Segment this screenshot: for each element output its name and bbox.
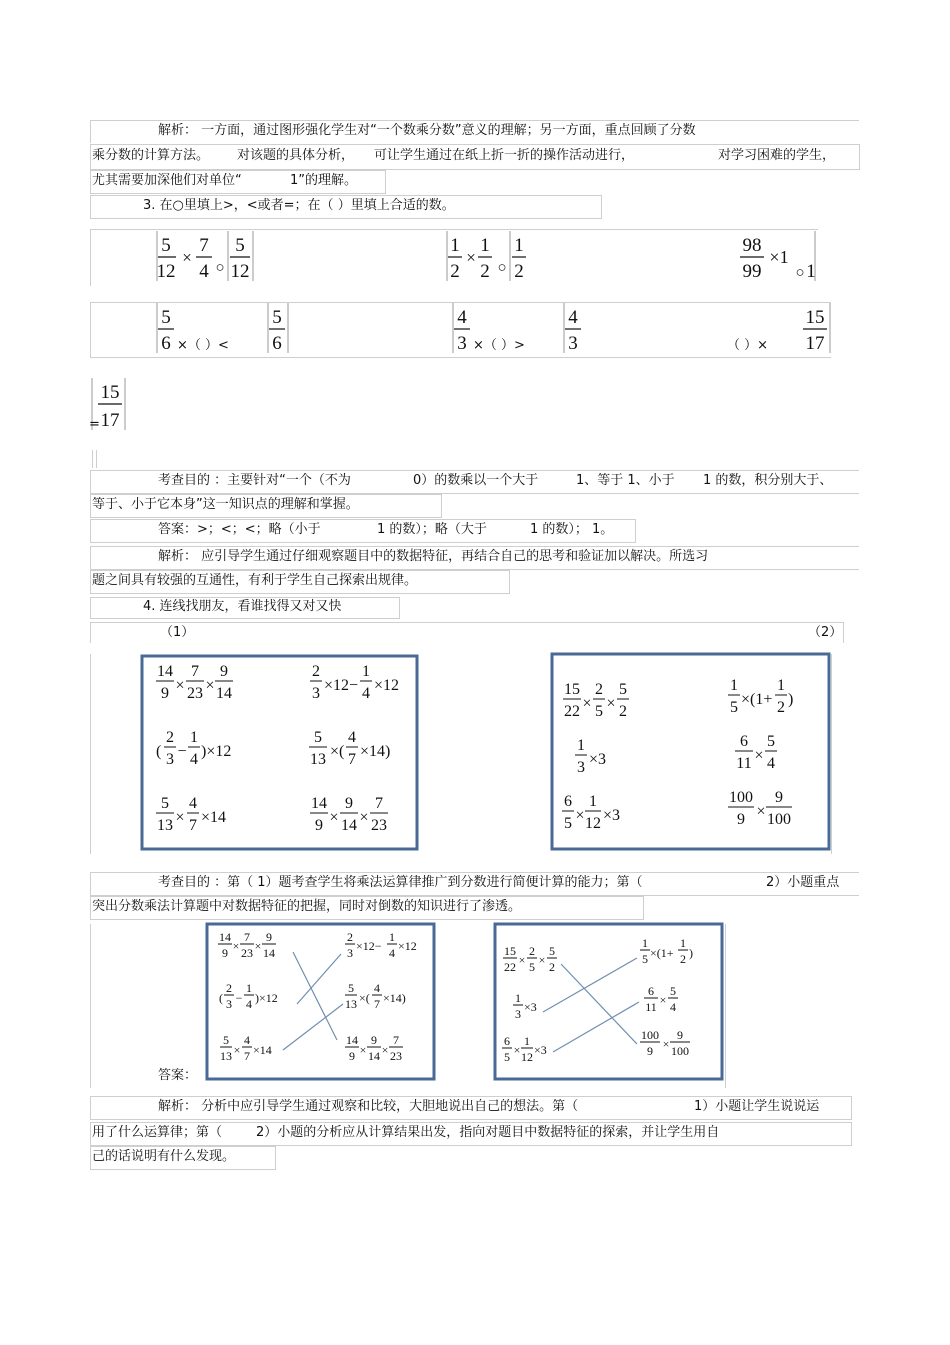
goal-line-1a: 考查目的 ：主要针对“一个（不为 [158,473,351,488]
svg-text:9: 9 [737,811,745,828]
blank-and-compare: ×（ ）< [177,338,229,353]
svg-text:14: 14 [216,685,232,702]
svg-text:7: 7 [393,1033,399,1047]
svg-text:15: 15 [564,681,580,698]
svg-text:9: 9 [345,795,353,812]
svg-text:13: 13 [220,1049,232,1063]
row-frame [92,450,97,468]
svg-text:14: 14 [263,946,275,960]
svg-text:5: 5 [670,984,676,998]
svg-text:×12−: ×12− [324,677,359,694]
svg-text:23: 23 [371,817,387,834]
svg-text:5: 5 [564,815,572,832]
svg-text:×: × [756,803,766,820]
goal-line-1d: 1 的数，积分别大于、 [703,473,833,488]
expression-4 [156,301,291,355]
svg-text:100: 100 [729,789,753,806]
svg-text:4: 4 [244,1033,250,1047]
equals-sign: = [89,417,100,432]
question-3-heading: 3. 在○里填上>，<或者=；在（ ）里填上合适的数。 [143,198,455,213]
svg-text:×12: ×12 [398,939,417,953]
svg-text:100: 100 [671,1044,689,1058]
expression-2 [446,229,530,283]
svg-text:1: 1 [730,677,738,694]
answer-b: 1 的数）；略（大于 [377,522,487,537]
fraction-numerator: 4 [568,307,578,328]
svg-text:×(: ×( [330,743,345,760]
fraction-denominator: 6 [272,333,282,354]
answer-a: 答案：>；<；<；略（小于 [158,522,321,537]
matching-box-2 [550,652,832,852]
svg-text:9: 9 [266,930,272,944]
svg-text:×3: ×3 [603,807,621,824]
svg-text:2: 2 [347,930,353,944]
analysis-2-line-1: 解析： 应引导学生通过仔细观察题目中的数据特征，再结合自己的思考和验证加以解决。所选习 [158,549,709,564]
goal-line-2: 等于、小于它本身”这一知识点的理解和掌握。 [92,497,359,512]
fraction-denominator: 2 [450,261,460,282]
expression-5 [452,301,587,355]
svg-text:2: 2 [680,952,686,966]
times-one: ×1 [769,247,789,267]
part-1-label: （1） [160,625,195,640]
svg-text:×(1+: ×(1+ [741,691,773,708]
fraction-denominator: 17 [100,410,120,431]
svg-text:1: 1 [680,936,686,950]
svg-text:×3: ×3 [524,1000,537,1014]
analysis-line-3a: 尤其需要加深他们对单位“ [92,173,242,188]
fraction-denominator: 6 [161,333,171,354]
fraction-numerator: 98 [742,235,762,256]
fraction-numerator: 5 [161,307,171,328]
svg-text:2: 2 [595,681,603,698]
svg-text:3: 3 [347,946,353,960]
svg-text:4: 4 [767,755,775,772]
svg-text:4: 4 [374,981,380,995]
svg-text:×: × [575,807,585,824]
fraction-denominator: 17 [805,333,825,354]
answer-box-1 [205,922,437,1082]
part-2-label: （2） [808,625,843,640]
svg-text:23: 23 [390,1049,402,1063]
goal-line-1c: 1、等于 1、小于 [576,473,675,488]
svg-text:13: 13 [157,817,173,834]
svg-text:7: 7 [191,663,199,680]
svg-text:×14): ×14) [383,991,406,1005]
svg-text:7: 7 [375,795,383,812]
svg-text:7: 7 [374,997,380,1011]
svg-text:11: 11 [645,1000,657,1014]
svg-text:11: 11 [736,755,752,772]
expression-6-right [88,376,128,432]
svg-text:×(: ×( [359,991,370,1005]
svg-text:×: × [205,677,215,694]
analysis-2-line-2: 题之间具有较强的互通性，有利于学生自己探索出规律。 [92,573,418,588]
svg-text:2: 2 [549,960,555,974]
svg-text:×: × [606,695,616,712]
answer-label: 答案： [158,1068,198,1083]
svg-text:9: 9 [161,685,169,702]
compare-circle: ○ [795,265,805,281]
svg-text:×: × [175,809,185,826]
svg-text:×: × [513,1043,521,1057]
svg-text:6: 6 [504,1034,510,1048]
fraction-numerator: 5 [235,235,245,256]
svg-text:4: 4 [362,685,370,702]
analysis-line-2d: 对学习困难的学生， [718,148,836,163]
svg-text:5: 5 [161,795,169,812]
svg-text:22: 22 [504,960,516,974]
fraction-denominator: 2 [514,261,524,282]
svg-text:4: 4 [189,795,197,812]
svg-text:×3: ×3 [589,751,607,768]
svg-text:1: 1 [515,991,521,1005]
svg-text:9: 9 [222,946,228,960]
analysis-3-line-1b: 1）小题让学生说说运 [694,1099,820,1114]
svg-text:22: 22 [564,703,580,720]
svg-text:×: × [232,939,240,953]
svg-text:4: 4 [670,1000,676,1014]
svg-text:14: 14 [346,1033,358,1047]
svg-text:23: 23 [241,946,253,960]
svg-text:12: 12 [585,815,601,832]
svg-text:14: 14 [368,1049,380,1063]
svg-text:1: 1 [246,981,252,995]
svg-text:)×12: )×12 [201,743,232,760]
svg-text:)×12: )×12 [255,991,278,1005]
svg-text:5: 5 [767,733,775,750]
svg-text:5: 5 [595,703,603,720]
svg-text:13: 13 [345,997,357,1011]
svg-text:×: × [359,1043,367,1057]
svg-text:5: 5 [223,1033,229,1047]
analysis-line-2b: 对该题的具体分析， [237,148,355,163]
fraction-numerator: 1 [480,235,490,256]
goal-3-line-1a: 考查目的 ：第（ 1）题考查学生将乘法运算律推广到分数进行简便计算的能力；第（ [158,875,643,890]
svg-text:7: 7 [348,751,356,768]
svg-text:−: − [177,743,187,760]
svg-text:×14: ×14 [201,809,227,826]
svg-text:×: × [359,809,369,826]
svg-text:3: 3 [577,759,585,776]
svg-text:2: 2 [777,699,785,716]
svg-text:1: 1 [362,663,370,680]
svg-text:15: 15 [504,944,516,958]
svg-text:9: 9 [315,817,323,834]
svg-text:×12: ×12 [374,677,400,694]
answer-box-2 [493,922,725,1082]
svg-text:4: 4 [389,946,395,960]
svg-text:2: 2 [619,703,627,720]
fraction-numerator: 1 [514,235,524,256]
svg-text:7: 7 [189,817,197,834]
svg-text:3: 3 [515,1007,521,1021]
svg-text:9: 9 [220,663,228,680]
analysis-3-line-2b: 2）小题的分析应从计算结果出发，指向对题目中数据特征的探索，并让学生用自 [256,1125,720,1140]
svg-text:×: × [659,993,667,1007]
analysis-line-3b: 1”的理解。 [290,173,358,188]
svg-text:1: 1 [589,793,597,810]
svg-text:): ) [788,691,794,708]
svg-text:×: × [582,695,592,712]
svg-text:14: 14 [219,930,231,944]
svg-text:9: 9 [647,1044,653,1058]
svg-text:×: × [329,809,339,826]
svg-text:3: 3 [166,751,174,768]
goal-3-line-2: 突出分数乘法计算题中对数据特征的把握，同时对倒数的知识进行了渗透。 [92,899,522,914]
svg-text:100: 100 [767,811,791,828]
svg-text:): ) [689,946,693,960]
analysis-3-line-3: 己的话说明有什么发现。 [92,1149,236,1164]
svg-text:4: 4 [348,729,356,746]
svg-text:9: 9 [349,1049,355,1063]
matching-box-1 [140,654,420,852]
svg-text:(: ( [219,991,223,1005]
svg-text:×14: ×14 [253,1043,272,1057]
svg-text:13: 13 [310,751,326,768]
svg-text:14: 14 [311,795,327,812]
fraction-denominator: 4 [199,261,209,282]
svg-text:1: 1 [190,729,198,746]
fraction-numerator: 15 [100,382,120,403]
svg-text:−: − [235,991,243,1005]
fraction-denominator: 12 [230,261,250,282]
svg-text:3: 3 [312,685,320,702]
svg-text:4: 4 [190,751,198,768]
svg-text:5: 5 [504,1050,510,1064]
svg-text:5: 5 [529,960,535,974]
analysis-line-2a: 乘分数的计算方法。 [92,148,210,163]
expression-3 [738,229,818,283]
svg-text:12: 12 [521,1050,533,1064]
svg-text:×: × [518,953,526,967]
svg-text:1: 1 [577,737,585,754]
svg-text:9: 9 [775,789,783,806]
svg-text:×: × [254,939,262,953]
svg-text:5: 5 [619,681,627,698]
svg-text:×: × [233,1043,241,1057]
svg-text:5: 5 [642,952,648,966]
fraction-denominator: 3 [568,333,578,354]
fraction-numerator: 7 [199,235,209,256]
svg-text:100: 100 [641,1028,659,1042]
svg-text:14: 14 [341,817,357,834]
blank-and-multiply: （ ）× [727,338,769,353]
svg-text:5: 5 [730,699,738,716]
svg-text:1: 1 [642,936,648,950]
svg-text:7: 7 [244,1049,250,1063]
analysis-line-2c: 可让学生通过在纸上折一折的操作活动进行， [374,148,635,163]
answer-c: 1 的数）； 1。 [530,522,614,537]
svg-text:1: 1 [777,677,785,694]
svg-text:5: 5 [348,981,354,995]
compare-circle: ○ [215,260,225,276]
svg-text:×: × [754,747,764,764]
svg-text:2: 2 [312,663,320,680]
question-4-heading: 4. 连线找朋友，看谁找得又对又快 [143,599,342,614]
svg-text:×: × [662,1037,670,1051]
svg-text:(: ( [156,743,162,760]
expression-1 [156,229,256,283]
analysis-3-line-2a: 用了什么运算律；第（ [92,1125,223,1140]
svg-text:14: 14 [157,663,173,680]
blank-and-compare: ×（ ）> [473,338,525,353]
svg-text:6: 6 [740,733,748,750]
svg-text:4: 4 [246,997,252,1011]
goal-3-line-1b: 2）小题重点 [766,875,840,890]
svg-text:1: 1 [389,930,395,944]
fraction-denominator: 99 [742,261,762,282]
fraction-numerator: 15 [805,307,825,328]
svg-text:9: 9 [677,1028,683,1042]
fraction-numerator: 1 [450,235,460,256]
svg-text:3: 3 [226,997,232,1011]
fraction-denominator: 2 [480,261,490,282]
svg-text:×12−: ×12− [356,939,382,953]
fraction-numerator: 4 [457,307,467,328]
multiply-sign: × [466,248,476,267]
svg-text:×3: ×3 [534,1043,547,1057]
fraction-denominator: 12 [156,261,176,282]
svg-text:2: 2 [529,944,535,958]
svg-text:2: 2 [166,729,174,746]
svg-text:×: × [538,953,546,967]
svg-text:5: 5 [549,944,555,958]
svg-text:6: 6 [564,793,572,810]
svg-text:×14): ×14) [360,743,391,760]
expression-6-left [725,301,833,355]
rhs-value: 1 [806,261,816,282]
svg-text:×(1+: ×(1+ [650,946,674,960]
svg-text:×: × [381,1043,389,1057]
svg-text:2: 2 [226,981,232,995]
svg-text:×: × [175,677,185,694]
fraction-numerator: 5 [161,235,171,256]
multiply-sign: × [182,248,192,267]
analysis-line-1: 解析： 一方面，通过图形强化学生对“一个数乘分数”意义的理解；另一方面，重点回顾了分数 [158,123,696,138]
fraction-denominator: 3 [457,333,467,354]
svg-text:6: 6 [648,984,654,998]
svg-text:23: 23 [187,685,203,702]
svg-text:7: 7 [244,930,250,944]
svg-text:9: 9 [371,1033,377,1047]
row-frame [90,622,844,643]
compare-circle: ○ [497,260,507,276]
svg-text:1: 1 [524,1034,530,1048]
svg-text:5: 5 [314,729,322,746]
goal-line-1b: 0）的数乘以一个大于 [413,473,539,488]
fraction-numerator: 5 [272,307,282,328]
analysis-3-line-1a: 解析： 分析中应引导学生通过观察和比较，大胆地说出自己的想法。第（ [158,1099,579,1114]
